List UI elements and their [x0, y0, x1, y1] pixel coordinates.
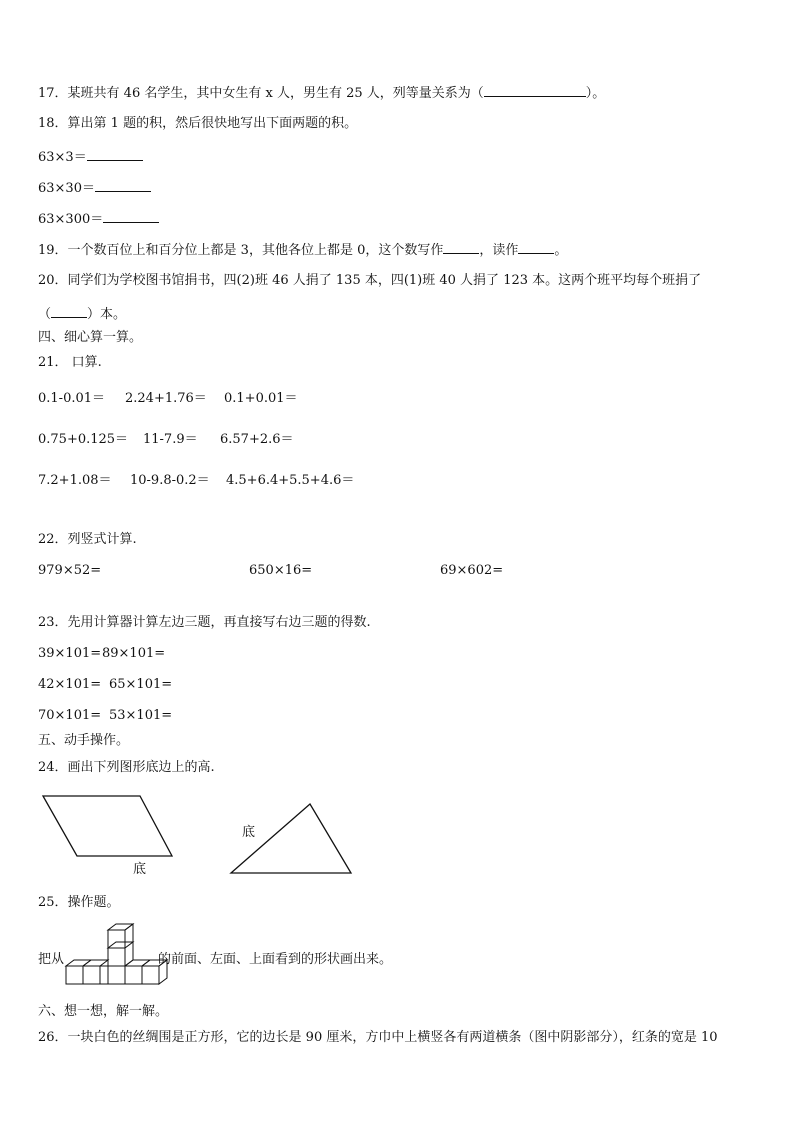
q23-r3-c1: 70×101=: [38, 708, 102, 723]
q21-r1-c1: 0.1-0.01＝: [38, 391, 106, 406]
triangle-base-label: 底: [242, 825, 256, 840]
q21-r2-c1: 0.75+0.125＝: [38, 432, 129, 447]
q19-text-b: ，读作: [479, 243, 519, 258]
section-5-heading: 五、动手操作。: [38, 733, 130, 748]
q18-expr-1: 63×3＝: [38, 150, 87, 165]
q19-text-a: 19．一个数百位上和百分位上都是 3，其他各位上都是 0，这个数写作: [38, 243, 444, 258]
q20-end: ）本。: [87, 307, 127, 322]
q21-r3-c3: 4.5+6.4+5.5+4.6＝: [226, 473, 355, 488]
q23-r1-c2: 89×101=: [102, 646, 166, 661]
q22-item-1: 979×52=: [38, 563, 102, 578]
q23-r2-c2: 65×101=: [109, 677, 173, 692]
q23-r2-c1: 42×101=: [38, 677, 102, 692]
q21-r1-c2: 2.24+1.76＝: [125, 391, 207, 406]
q18-title: 18．算出第 1 题的积，然后很快地写出下面两题的积。: [38, 116, 358, 131]
q21-r3-c1: 7.2+1.08＝: [38, 473, 112, 488]
q21-r2-c3: 6.57+2.6＝: [220, 432, 294, 447]
q20-start: （: [38, 307, 52, 322]
q23-r1-c1: 39×101=: [38, 646, 102, 661]
q22-item-2: 650×16=: [249, 563, 313, 578]
parallelogram-base-label: 底: [133, 862, 147, 877]
q24-title: 24．画出下列图形底边上的高.: [38, 760, 215, 775]
q21-r1-c3: 0.1+0.01＝: [224, 391, 298, 406]
question-26: 26．一块白色的丝绸围是正方形，它的边长是 90 厘米，方巾中上横竖各有两道横条（图中阴影部分），红条的宽是 10: [38, 1030, 718, 1045]
q22-item-3: 69×602=: [440, 563, 504, 578]
q22-title: 22．列竖式计算.: [38, 532, 137, 547]
section-6-heading: 六、想一想，解一解。: [38, 1004, 169, 1019]
q19-end: 。: [554, 243, 568, 258]
q18-expr-2: 63×30＝: [38, 181, 95, 196]
q21-r3-c2: 10-9.8-0.2＝: [130, 473, 210, 488]
q25-text-after: 的前面、左面、上面看到的形状画出来。: [158, 952, 393, 967]
q21-r2-c2: 11-7.9＝: [143, 432, 198, 447]
q20-line-1: 20．同学们为学校图书馆捐书，四(2)班 46 人捐了 135 本，四(1)班 40 人捐了 123 本。这两个班平均每个班捐了: [38, 273, 702, 288]
q25-text-before: 把从: [38, 952, 65, 967]
q23-title: 23．先用计算器计算左边三题，再直接写右边三题的得数.: [38, 615, 371, 630]
q17-text: 17．某班共有 46 名学生，其中女生有 x 人，男生有 25 人，列等量关系为（: [38, 86, 484, 101]
q21-title: 21． 口算.: [38, 355, 102, 370]
q17-end: ）。: [585, 86, 606, 101]
section-4-heading: 四、细心算一算。: [38, 330, 143, 345]
q23-r3-c2: 53×101=: [109, 708, 173, 723]
q18-expr-3: 63×300＝: [38, 212, 104, 227]
q25-title: 25．操作题。: [38, 895, 120, 910]
